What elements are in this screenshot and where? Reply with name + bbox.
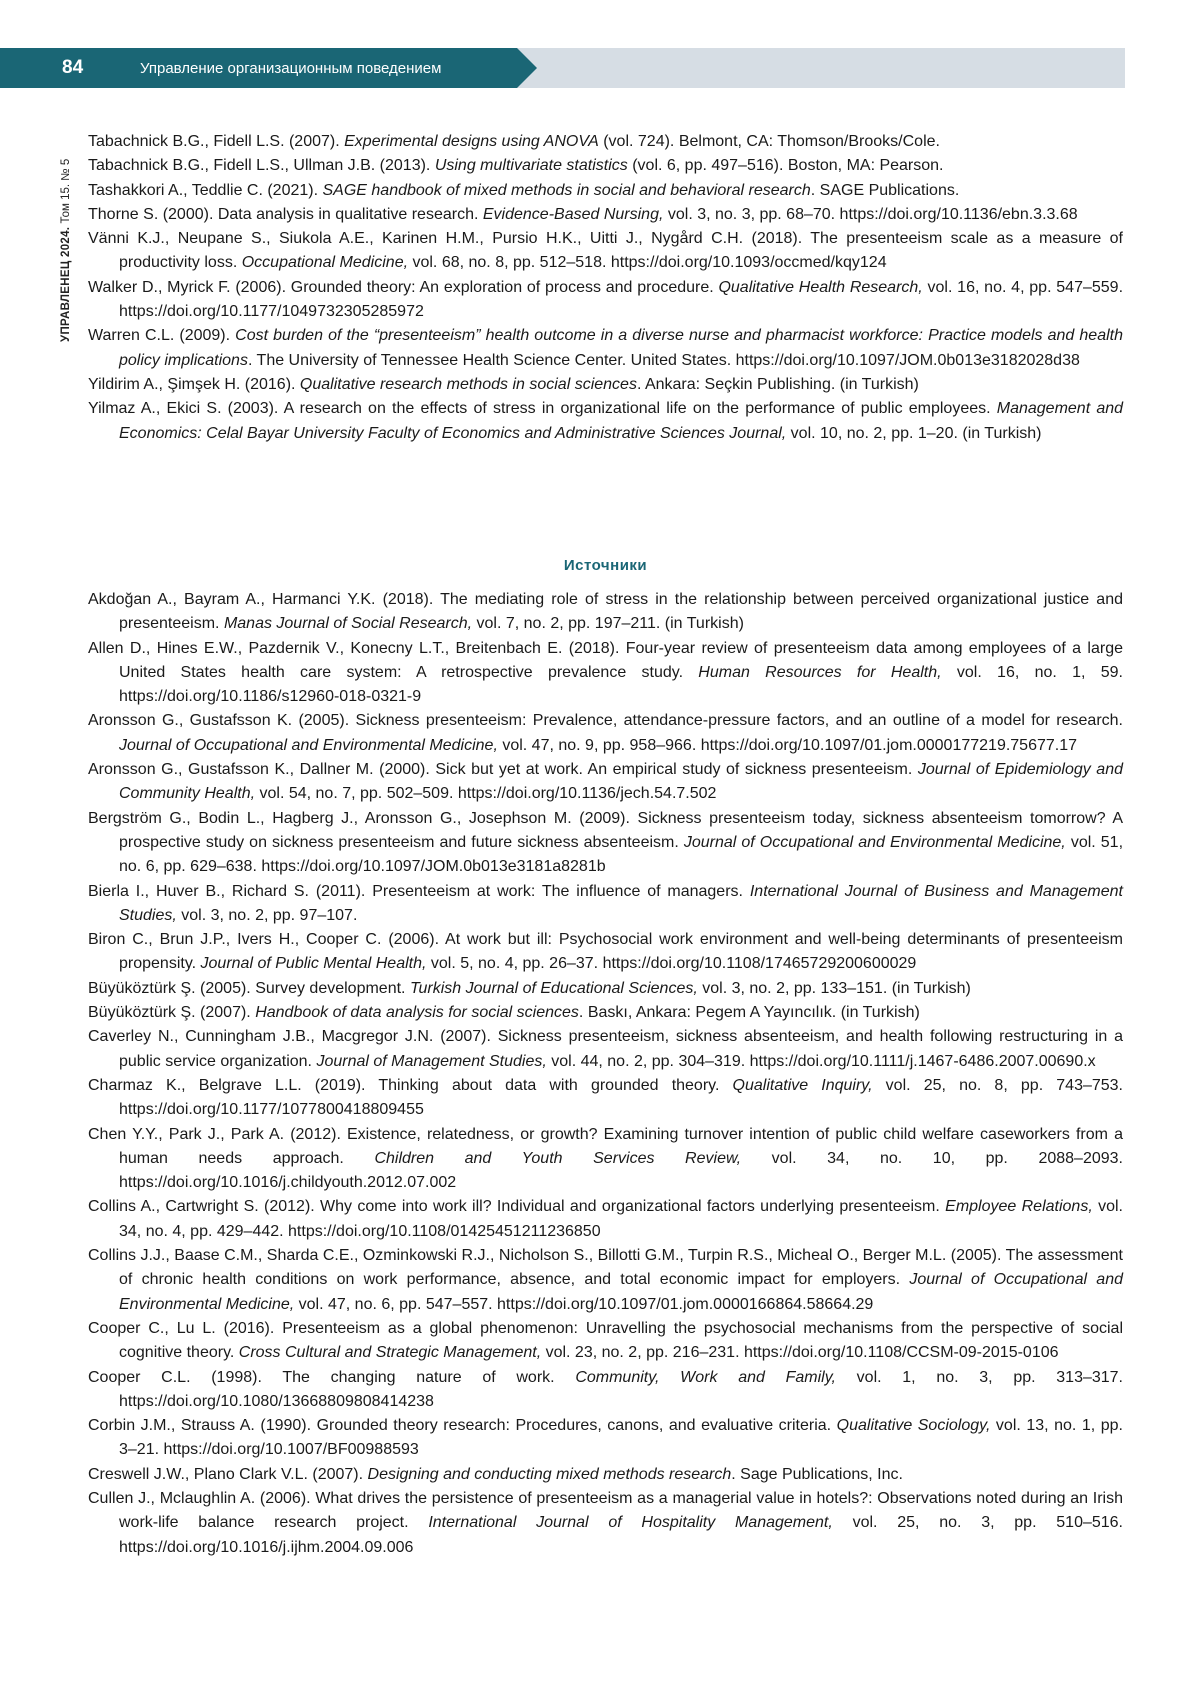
- reference-source-title: Occupational Medicine,: [242, 254, 408, 271]
- reference-entry: [88, 324, 1123, 373]
- reference-details: vol. 68, no. 8, pp. 512–518. https://doi.org/10.1093/occmed/kqy124: [408, 254, 887, 271]
- reference-source-title: Manas Journal of Social Research,: [224, 615, 472, 632]
- reference-source-title: Journal of Management Studies,: [316, 1053, 546, 1070]
- reference-entry: [88, 227, 1123, 276]
- reference-text: Collins A., Cartwright S. (2012). Why come into work ill? Individual and organizational factors underlying presenteeism.: [88, 1198, 945, 1215]
- reference-details: vol. 51, no. 6, pp. 629–638. https://doi.org/10.1097/JOM.0b013e3181a8281b: [119, 834, 1123, 875]
- reference-text: Caverley N., Cunningham J.B., Macgregor J.N. (2007). Sickness presenteeism, sickness absenteeism, and health following restructuring in a public service organization.: [88, 1028, 1123, 1069]
- reference-entry: [88, 880, 1123, 929]
- reference-entry: [88, 1463, 1123, 1487]
- reference-text: Yildirim A., Şimşek H. (2016).: [88, 376, 300, 393]
- reference-entry: [88, 1487, 1123, 1560]
- journal-side-label: [58, 72, 74, 342]
- reference-entry: [88, 709, 1123, 758]
- reference-entry: [88, 977, 1123, 1001]
- reference-details: (vol. 6, pp. 497–516). Boston, MA: Pearson.: [628, 157, 944, 174]
- journal-name: УПРАВЛЕНЕЦ 2024.: [60, 227, 72, 342]
- reference-entry: [88, 203, 1123, 227]
- reference-text: Yilmaz A., Ekici S. (2003). A research on the effects of stress in organizational life on the performance of public employees.: [88, 400, 997, 417]
- reference-source-title: Journal of Epidemiology and Community Health,: [119, 761, 1123, 802]
- reference-text: Corbin J.M., Strauss A. (1990). Grounded theory research: Procedures, canons, and evaluative criteria.: [88, 1417, 837, 1434]
- reference-source-title: Using multivariate statistics: [435, 157, 628, 174]
- reference-details: vol. 25, no. 3, pp. 510–516. https://doi.org/10.1016/j.ijhm.2004.09.006: [119, 1514, 1123, 1555]
- reference-text: Biron C., Brun J.P., Ivers H., Cooper C. (2006). At work but ill: Psychosocial work environment and well-being determinants of presenteeism propensity.: [88, 931, 1123, 972]
- reference-details: vol. 13, no. 1, pp. 3–21. https://doi.org/10.1007/BF00988593: [119, 1417, 1123, 1458]
- reference-source-title: Journal of Public Mental Health,: [201, 955, 427, 972]
- reference-details: . SAGE Publications.: [811, 182, 960, 199]
- reference-details: vol. 44, no. 2, pp. 304–319. https://doi.org/10.1111/j.1467-6486.2007.00690.x: [547, 1053, 1096, 1070]
- reference-entry: [88, 928, 1123, 977]
- reference-text: Tabachnick B.G., Fidell L.S. (2007).: [88, 133, 344, 150]
- reference-details: vol. 10, no. 2, pp. 1–20. (in Turkish): [786, 425, 1041, 442]
- reference-entry: [88, 1366, 1123, 1415]
- reference-source-title: Human Resources for Health,: [698, 664, 941, 681]
- reference-text: Büyüköztürk Ş. (2005). Survey development.: [88, 980, 410, 997]
- reference-text: Büyüköztürk Ş. (2007).: [88, 1004, 255, 1021]
- reference-text: Akdoğan A., Bayram A., Harmanci Y.K. (2018). The mediating role of stress in the relationship between perceived organizational justice and presenteeism.: [88, 591, 1123, 632]
- reference-source-title: Journal of Occupational and Environmental Medicine,: [119, 1271, 1123, 1312]
- reference-text: Aronsson G., Gustafsson K., Dallner M. (2000). Sick but yet at work. An empirical study of sickness presenteeism.: [88, 761, 918, 778]
- reference-source-title: SAGE handbook of mixed methods in social and behavioral research: [323, 182, 811, 199]
- reference-entry: [88, 373, 1123, 397]
- reference-source-title: International Journal of Hospitality Management,: [428, 1514, 833, 1531]
- reference-text: Bergström G., Bodin L., Hagberg J., Aronsson G., Josephson M. (2009). Sickness presenteeism today, sickness absenteeism tomorrow? A prospective study on sickness presenteeism and future sickness absenteeism.: [88, 810, 1123, 851]
- reference-source-title: Community, Work and Family,: [575, 1369, 836, 1386]
- reference-text: Cooper C.L. (1998). The changing nature of work.: [88, 1369, 575, 1386]
- reference-entry: [88, 637, 1123, 710]
- reference-details: . Baskı, Ankara: Pegem A Yayıncılık. (in Turkish): [579, 1004, 920, 1021]
- reference-details: . Ankara: Seçkin Publishing. (in Turkish): [637, 376, 919, 393]
- reference-source-title: Qualitative Inquiry,: [733, 1077, 873, 1094]
- reference-details: vol. 34, no. 10, pp. 2088–2093. https://doi.org/10.1016/j.childyouth.2012.07.002: [119, 1150, 1123, 1191]
- reference-text: Cooper C., Lu L. (2016). Presenteeism as a global phenomenon: Unravelling the psychosocial mechanisms from the perspective of social cognitive theory.: [88, 1320, 1123, 1361]
- reference-details: vol. 3, no. 3, pp. 68–70. https://doi.org/10.1136/ebn.3.3.68: [663, 206, 1077, 223]
- reference-details: vol. 3, no. 2, pp. 133–151. (in Turkish): [698, 980, 971, 997]
- reference-text: Chen Y.Y., Park J., Park A. (2012). Existence, relatedness, or growth? Examining turnover intention of public child welfare caseworkers from a human needs approach.: [88, 1126, 1123, 1167]
- reference-source-title: Designing and conducting mixed methods research: [368, 1466, 732, 1483]
- reference-entry: [88, 588, 1123, 637]
- reference-entry: [88, 1074, 1123, 1123]
- reference-source-title: Cross Cultural and Strategic Management,: [239, 1344, 541, 1361]
- reference-source-title: Experimental designs using ANOVA: [344, 133, 599, 150]
- reference-details: vol. 47, no. 6, pp. 547–557. https://doi.org/10.1097/01.jom.0000166864.58664.29: [294, 1296, 873, 1313]
- reference-text: Warren C.L. (2009).: [88, 327, 235, 344]
- running-title: Управление организационным поведением: [140, 48, 441, 88]
- reference-text: Tashakkori A., Teddlie C. (2021).: [88, 182, 323, 199]
- reference-entry: [88, 154, 1123, 178]
- reference-entry: [88, 807, 1123, 880]
- reference-text: Walker D., Myrick F. (2006). Grounded theory: An exploration of process and procedure.: [88, 279, 718, 296]
- reference-entry: [88, 1244, 1123, 1317]
- reference-details: vol. 54, no. 7, pp. 502–509. https://doi.org/10.1136/jech.54.7.502: [255, 785, 716, 802]
- reference-text: Bierla I., Huver B., Richard S. (2011). Presenteeism at work: The influence of managers.: [88, 883, 750, 900]
- reference-entry: [88, 276, 1123, 325]
- reference-details: vol. 23, no. 2, pp. 216–231. https://doi.org/10.1108/CCSM-09-2015-0106: [541, 1344, 1058, 1361]
- reference-entry: [88, 1001, 1123, 1025]
- reference-source-title: Qualitative Health Research,: [718, 279, 922, 296]
- reference-entry: [88, 179, 1123, 203]
- reference-source-title: Turkish Journal of Educational Sciences,: [410, 980, 698, 997]
- journal-volume: Том 15. № 5: [60, 159, 72, 224]
- reference-entry: [88, 130, 1123, 154]
- reference-details: . The University of Tennessee Health Science Center. United States. https://doi.org/10.1097/JOM.0b013e3182028d38: [248, 352, 1080, 369]
- reference-source-title: Management and Economics: Celal Bayar University Faculty of Economics and Administrative Sciences Journal,: [119, 400, 1123, 441]
- reference-text: Aronsson G., Gustafsson K. (2005). Sickness presenteeism: Prevalence, attendance-pressure factors, and an outline of a model for research.: [88, 712, 1123, 729]
- reference-entry: [88, 397, 1123, 446]
- reference-text: Charmaz K., Belgrave L.L. (2019). Thinking about data with grounded theory.: [88, 1077, 733, 1094]
- reference-entry: [88, 1414, 1123, 1463]
- references-list-sources: [88, 588, 1123, 1560]
- reference-details: vol. 16, no. 4, pp. 547–559. https://doi.org/10.1177/1049732305285972: [119, 279, 1123, 320]
- reference-source-title: Evidence-Based Nursing,: [483, 206, 664, 223]
- reference-details: vol. 5, no. 4, pp. 26–37. https://doi.org/10.1108/17465729200600029: [426, 955, 916, 972]
- reference-details: . Sage Publications, Inc.: [731, 1466, 903, 1483]
- reference-entry: [88, 758, 1123, 807]
- reference-details: (vol. 724). Belmont, CA: Thomson/Brooks/Cole.: [599, 133, 940, 150]
- reference-entry: [88, 1195, 1123, 1244]
- reference-text: Collins J.J., Baase C.M., Sharda C.E., Ozminkowski R.J., Nicholson S., Billotti G.M., Turpin R.S., Micheal O., Berger M.L. (2005). The assessment of chronic health conditions on work performance, absence, and total economic impact for employers.: [88, 1247, 1123, 1288]
- reference-details: vol. 47, no. 9, pp. 958–966. https://doi.org/10.1097/01.jom.0000177219.75677.17: [498, 737, 1077, 754]
- reference-entry: [88, 1123, 1123, 1196]
- reference-details: vol. 1, no. 3, pp. 313–317. https://doi.org/10.1080/13668809808414238: [119, 1369, 1123, 1410]
- reference-details: vol. 7, no. 2, pp. 197–211. (in Turkish): [472, 615, 744, 632]
- reference-source-title: Handbook of data analysis for social sciences: [255, 1004, 579, 1021]
- reference-text: Thorne S. (2000). Data analysis in qualitative research.: [88, 206, 483, 223]
- reference-source-title: Journal of Occupational and Environmental Medicine,: [119, 737, 498, 754]
- reference-source-title: Employee Relations,: [945, 1198, 1093, 1215]
- reference-source-title: International Journal of Business and Management Studies,: [119, 883, 1123, 924]
- reference-text: Creswell J.W., Plano Clark V.L. (2007).: [88, 1466, 368, 1483]
- reference-entry: [88, 1025, 1123, 1074]
- reference-source-title: Children and Youth Services Review,: [374, 1150, 741, 1167]
- sources-heading: Источники: [88, 557, 1123, 574]
- reference-text: Cullen J., Mclaughlin A. (2006). What drives the persistence of presenteeism as a managerial value in hotels?: Observations noted during an Irish work-life balance research project.: [88, 1490, 1123, 1531]
- reference-entry: [88, 1317, 1123, 1366]
- reference-text: Tabachnick B.G., Fidell L.S., Ullman J.B. (2013).: [88, 157, 435, 174]
- reference-details: vol. 25, no. 8, pp. 743–753. https://doi.org/10.1177/1077800418809455: [119, 1077, 1123, 1118]
- reference-details: vol. 34, no. 4, pp. 429–442. https://doi.org/10.1108/01425451211236850: [119, 1198, 1123, 1239]
- reference-text: Vänni K.J., Neupane S., Siukola A.E., Karinen H.M., Pursio H.K., Uitti J., Nygård C.H. (2018). The presenteeism scale as a measure of productivity loss.: [88, 230, 1123, 271]
- reference-text: Allen D., Hines E.W., Pazdernik V., Konecny L.T., Breitenbach E. (2018). Four-year review of presenteeism data among employees of a large United States health care system: A retrospective prevalence study.: [88, 640, 1123, 681]
- references-list-top: [88, 130, 1123, 446]
- reference-source-title: Qualitative research methods in social sciences: [300, 376, 637, 393]
- reference-source-title: Cost burden of the “presenteeism” health outcome in a diverse nurse and pharmacist workforce: Practice models and health policy implications: [119, 327, 1123, 368]
- page-number: 84: [62, 48, 83, 88]
- reference-details: vol. 3, no. 2, pp. 97–107.: [177, 907, 358, 924]
- reference-details: vol. 16, no. 1, 59. https://doi.org/10.1186/s12960-018-0321-9: [119, 664, 1123, 705]
- reference-source-title: Journal of Occupational and Environmental Medicine,: [684, 834, 1066, 851]
- reference-source-title: Qualitative Sociology,: [837, 1417, 991, 1434]
